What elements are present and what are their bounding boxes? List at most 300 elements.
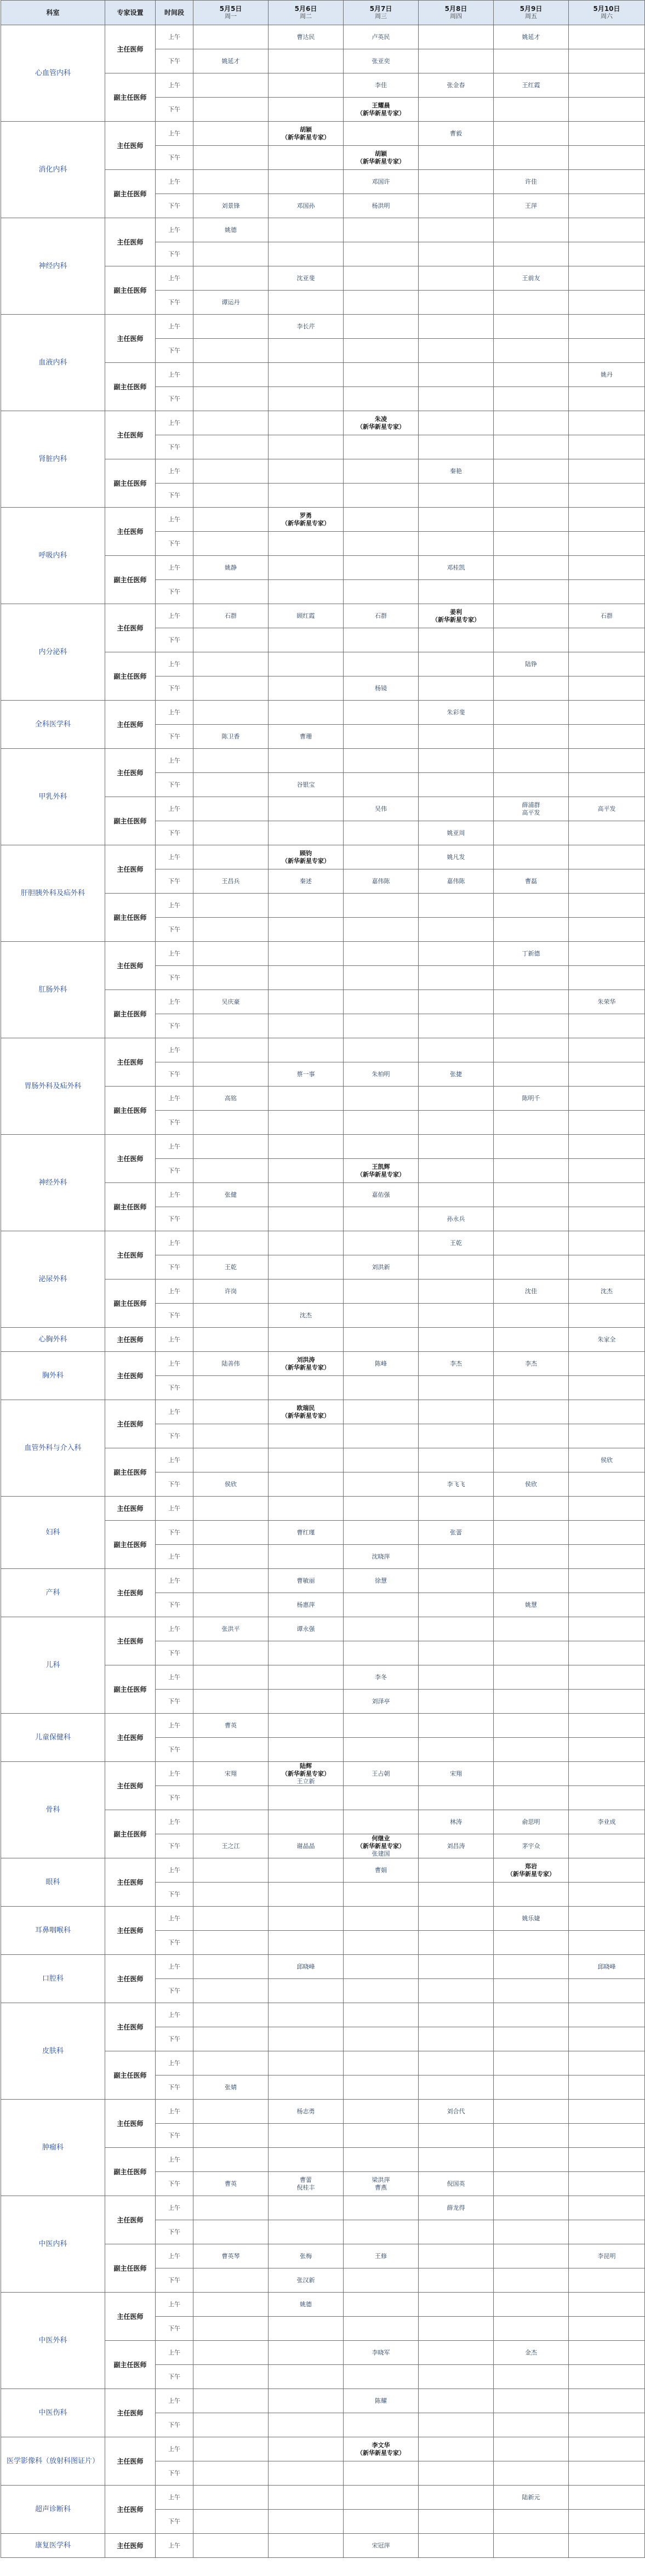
- schedule-cell: [569, 1545, 645, 1569]
- schedule-cell: [419, 628, 494, 652]
- schedule-cell: [193, 2100, 269, 2124]
- department-name: 肛肠外科: [1, 942, 105, 1038]
- schedule-cell: [569, 869, 645, 894]
- schedule-cell: [193, 1376, 269, 1400]
- time-slot: 下午: [156, 98, 193, 122]
- schedule-cell: [419, 773, 494, 797]
- time-slot: 上午: [156, 1038, 193, 1062]
- schedule-cell: [419, 2148, 494, 2172]
- schedule-cell: 丁新德: [494, 942, 569, 966]
- schedule-cell: 曹珊: [269, 725, 344, 749]
- schedule-cell: [569, 556, 645, 580]
- table-row: [1, 845, 645, 869]
- schedule-cell: [269, 1907, 344, 1931]
- schedule-cell: [494, 2510, 569, 2534]
- table-row: [1, 1352, 645, 1376]
- table-row: [1, 701, 645, 725]
- level-chief: 主任医师: [105, 315, 156, 363]
- schedule-cell: [193, 1569, 269, 1593]
- schedule-cell: [494, 918, 569, 942]
- schedule-cell: [569, 266, 645, 291]
- time-slot: 下午: [156, 2510, 193, 2534]
- schedule-cell: [494, 2172, 569, 2196]
- schedule-cell: [494, 146, 569, 170]
- schedule-cell: 王昌兵: [193, 869, 269, 894]
- schedule-cell: [419, 1690, 494, 1714]
- level-chief: 主任医师: [105, 2389, 156, 2437]
- time-slot: 下午: [156, 2027, 193, 2051]
- schedule-cell: [569, 459, 645, 484]
- time-slot: 上午: [156, 218, 193, 242]
- schedule-cell: 张婧: [193, 2075, 269, 2100]
- table-row: [1, 122, 645, 146]
- schedule-cell: [494, 1207, 569, 1231]
- table-row: [1, 1231, 645, 1255]
- time-slot: 上午: [156, 1617, 193, 1641]
- schedule-cell: 刘洪新: [344, 1255, 419, 1280]
- department-name: 肾脏内科: [1, 411, 105, 508]
- schedule-cell: [193, 1690, 269, 1714]
- schedule-cell: [569, 2389, 645, 2413]
- schedule-cell: 曹娟: [344, 1858, 419, 1883]
- table-row: [1, 2486, 645, 2510]
- time-slot: 下午: [156, 869, 193, 894]
- schedule-cell: 曹毅: [419, 122, 494, 146]
- level-chief: 主任医师: [105, 508, 156, 556]
- schedule-cell: [269, 2461, 344, 2486]
- schedule-cell: [494, 2051, 569, 2075]
- schedule-cell: 谷银宝: [269, 773, 344, 797]
- schedule-cell: [569, 170, 645, 194]
- schedule-cell: 邓国许: [344, 170, 419, 194]
- time-slot: 上午: [156, 73, 193, 98]
- level-chief: 主任医师: [105, 1038, 156, 1087]
- level-chief: 主任医师: [105, 2293, 156, 2341]
- schedule-cell: [494, 315, 569, 339]
- level-deputy: 副主任医师: [105, 2148, 156, 2196]
- schedule-cell: [569, 821, 645, 845]
- time-slot: 上午: [156, 652, 193, 676]
- schedule-cell: [569, 2075, 645, 2100]
- header-day: 5月9日 周五: [494, 1, 569, 25]
- schedule-cell: 邱晓峰: [269, 1955, 344, 1979]
- schedule-cell: [344, 1400, 419, 1424]
- schedule-cell: 姚乐婕: [494, 1907, 569, 1931]
- schedule-cell: [193, 532, 269, 556]
- schedule-cell: 邱晓峰: [569, 1955, 645, 1979]
- schedule-cell: [569, 1617, 645, 1641]
- schedule-cell: [569, 1641, 645, 1665]
- schedule-cell: [269, 942, 344, 966]
- schedule-cell: [419, 604, 494, 628]
- table-row: [1, 2293, 645, 2317]
- schedule-cell: 倪国英: [419, 2172, 494, 2196]
- famous-expert-name: 王耀晨: [372, 101, 390, 109]
- schedule-cell: [569, 894, 645, 918]
- schedule-cell: [193, 773, 269, 797]
- schedule-cell: [344, 2051, 419, 2075]
- schedule-cell: [269, 2365, 344, 2389]
- time-slot: 上午: [156, 845, 193, 869]
- schedule-cell: [494, 484, 569, 508]
- schedule-cell: [344, 1593, 419, 1617]
- schedule-cell: [344, 1907, 419, 1931]
- department-name: 肝胆胰外科及疝外科: [1, 845, 105, 942]
- table-row: [1, 1714, 645, 1738]
- schedule-cell: [494, 990, 569, 1014]
- time-slot: 下午: [156, 1593, 193, 1617]
- schedule-cell: 张洪平: [193, 1617, 269, 1641]
- schedule-cell: [344, 459, 419, 484]
- schedule-cell: [569, 845, 645, 869]
- schedule-cell: [344, 725, 419, 749]
- schedule-cell: [269, 2003, 344, 2027]
- schedule-cell: [193, 2124, 269, 2148]
- time-slot: 下午: [156, 2075, 193, 2100]
- schedule-cell: [344, 556, 419, 580]
- schedule-cell: [419, 1545, 494, 1569]
- schedule-cell: 李飞飞: [419, 1472, 494, 1497]
- schedule-cell: [419, 652, 494, 676]
- schedule-cell: [193, 266, 269, 291]
- schedule-cell: [269, 2124, 344, 2148]
- schedule-cell: [569, 1907, 645, 1931]
- schedule-cell: [344, 2510, 419, 2534]
- schedule-cell: [344, 894, 419, 918]
- famous-expert-name: 朱凌: [375, 415, 387, 423]
- schedule-cell: 张梅: [269, 2244, 344, 2268]
- schedule-cell: [344, 2075, 419, 2100]
- schedule-cell: 张捷: [419, 1062, 494, 1087]
- schedule-cell: [419, 194, 494, 218]
- schedule-cell: 刘合代: [419, 2100, 494, 2124]
- schedule-cell: [569, 725, 645, 749]
- schedule-cell: [269, 990, 344, 1014]
- table-row: [1, 749, 645, 773]
- time-slot: 上午: [156, 1328, 193, 1352]
- schedule-cell: [269, 1255, 344, 1280]
- time-slot: 上午: [156, 2196, 193, 2220]
- schedule-cell: [494, 1448, 569, 1472]
- schedule-cell: [269, 676, 344, 701]
- time-slot: 下午: [156, 1641, 193, 1665]
- time-slot: 下午: [156, 1521, 193, 1545]
- time-slot: 下午: [156, 773, 193, 797]
- schedule-cell: [569, 435, 645, 459]
- schedule-cell: [569, 1087, 645, 1111]
- schedule-cell: 刘泽亭: [344, 1690, 419, 1714]
- schedule-cell: [193, 2365, 269, 2389]
- schedule-cell: [494, 2437, 569, 2461]
- schedule-cell: [494, 1955, 569, 1979]
- schedule-cell: [569, 1038, 645, 1062]
- schedule-cell: [569, 1062, 645, 1087]
- schedule-cell: 陈卫香: [193, 725, 269, 749]
- schedule-cell: [569, 773, 645, 797]
- schedule-cell: [569, 1376, 645, 1400]
- schedule-cell: [569, 315, 645, 339]
- time-slot: 下午: [156, 918, 193, 942]
- schedule-cell: [193, 435, 269, 459]
- schedule-cell: [569, 1352, 645, 1376]
- time-slot: 上午: [156, 797, 193, 821]
- schedule-cell: [269, 2220, 344, 2244]
- schedule-cell: [344, 2365, 419, 2389]
- schedule-cell: [419, 1593, 494, 1617]
- schedule-cell: [419, 2461, 494, 2486]
- schedule-cell: [569, 411, 645, 435]
- schedule-cell: [344, 1786, 419, 1810]
- schedule-cell: [344, 242, 419, 266]
- schedule-cell: 李杰: [419, 1352, 494, 1376]
- schedule-cell: [569, 484, 645, 508]
- schedule-cell: [269, 1231, 344, 1255]
- time-slot: 上午: [156, 894, 193, 918]
- header-day: 5月5日 周一: [193, 1, 269, 25]
- schedule-cell: [193, 1931, 269, 1955]
- time-slot: 上午: [156, 1762, 193, 1786]
- time-slot: 上午: [156, 2389, 193, 2413]
- schedule-cell: 曹英: [193, 1714, 269, 1738]
- schedule-cell: [269, 2413, 344, 2437]
- schedule-cell: 沈杰: [569, 1280, 645, 1304]
- schedule-cell: [419, 2534, 494, 2558]
- schedule-cell: [269, 484, 344, 508]
- time-slot: 下午: [156, 1690, 193, 1714]
- department-name: 儿童保健科: [1, 1714, 105, 1762]
- time-slot: 上午: [156, 1352, 193, 1376]
- schedule-cell: [419, 1255, 494, 1280]
- schedule-cell: [344, 1497, 419, 1521]
- schedule-cell: [269, 1159, 344, 1183]
- schedule-cell: [269, 459, 344, 484]
- schedule-cell: [344, 1280, 419, 1304]
- schedule-cell: [494, 1714, 569, 1738]
- schedule-cell: [193, 459, 269, 484]
- schedule-cell: [569, 2365, 645, 2389]
- famous-expert-tag: （新华新星专家）: [357, 109, 405, 117]
- schedule-cell: [569, 2317, 645, 2341]
- time-slot: 下午: [156, 1304, 193, 1328]
- schedule-cell: [193, 25, 269, 49]
- schedule-cell: [569, 1569, 645, 1593]
- time-slot: 上午: [156, 2341, 193, 2365]
- schedule-cell: [419, 1569, 494, 1593]
- schedule-cell: [344, 266, 419, 291]
- department-name: 皮肤科: [1, 2003, 105, 2100]
- schedule-cell: 李长芹: [269, 315, 344, 339]
- schedule-cell: [569, 339, 645, 363]
- schedule-cell: [193, 918, 269, 942]
- schedule-cell: [269, 1352, 344, 1376]
- schedule-cell: [193, 387, 269, 411]
- schedule-cell: [419, 508, 494, 532]
- schedule-cell: 沈杰: [269, 1304, 344, 1328]
- time-slot: 下午: [156, 2172, 193, 2196]
- schedule-cell: [569, 146, 645, 170]
- schedule-cell: [569, 532, 645, 556]
- schedule-cell: [494, 1665, 569, 1690]
- schedule-cell: [419, 2244, 494, 2268]
- schedule-cell: 杨镜: [344, 676, 419, 701]
- schedule-cell: [494, 242, 569, 266]
- outpatient-schedule-table: [1, 0, 645, 2558]
- schedule-cell: [344, 749, 419, 773]
- schedule-cell: [344, 508, 419, 532]
- department-name: 血管外科与介入科: [1, 1400, 105, 1497]
- time-slot: 下午: [156, 628, 193, 652]
- time-slot: 下午: [156, 2413, 193, 2437]
- schedule-cell: [494, 2075, 569, 2100]
- table-row: [1, 2437, 645, 2461]
- schedule-cell: [344, 821, 419, 845]
- schedule-cell: 杨洪明: [344, 194, 419, 218]
- schedule-cell: [193, 2389, 269, 2413]
- time-slot: 下午: [156, 484, 193, 508]
- schedule-cell: [494, 2413, 569, 2437]
- schedule-cell: [494, 532, 569, 556]
- level-deputy: 副主任医师: [105, 556, 156, 604]
- famous-expert-name: 胡颖: [300, 126, 312, 133]
- schedule-cell: [494, 797, 569, 821]
- schedule-cell: [193, 580, 269, 604]
- time-slot: 下午: [156, 1424, 193, 1448]
- time-slot: 下午: [156, 339, 193, 363]
- header-level: 专家设置: [105, 1, 156, 25]
- schedule-cell: [269, 1665, 344, 1690]
- schedule-cell: [419, 411, 494, 435]
- schedule-cell: [494, 2220, 569, 2244]
- schedule-cell: 沈晓萍: [344, 1545, 419, 1569]
- schedule-cell: [269, 218, 344, 242]
- time-slot: 上午: [156, 1714, 193, 1738]
- schedule-cell: [269, 1400, 344, 1424]
- time-slot: 下午: [156, 1472, 193, 1497]
- schedule-cell: [419, 942, 494, 966]
- time-slot: 上午: [156, 701, 193, 725]
- schedule-cell: [494, 1497, 569, 1521]
- schedule-cell: 姚德: [193, 218, 269, 242]
- schedule-cell: [269, 411, 344, 435]
- schedule-cell: [569, 1304, 645, 1328]
- schedule-cell: [344, 1159, 419, 1183]
- famous-expert-name: 李文华: [372, 2441, 390, 2449]
- schedule-cell: [193, 1328, 269, 1352]
- time-slot: 下午: [156, 1883, 193, 1907]
- schedule-cell: [569, 2124, 645, 2148]
- schedule-cell: 孙永兵: [419, 1207, 494, 1231]
- schedule-cell: [269, 1183, 344, 1207]
- schedule-cell: [269, 1690, 344, 1714]
- schedule-cell: [193, 1111, 269, 1135]
- department-name: 胃肠外科及疝外科: [1, 1038, 105, 1135]
- time-slot: 上午: [156, 122, 193, 146]
- level-chief: 主任医师: [105, 2100, 156, 2148]
- schedule-cell: 姚延才: [494, 25, 569, 49]
- schedule-cell: [269, 1810, 344, 1834]
- level-chief: 主任医师: [105, 942, 156, 990]
- schedule-cell: 徐慧: [344, 1569, 419, 1593]
- schedule-cell: [344, 2124, 419, 2148]
- department-name: 内分泌科: [1, 604, 105, 701]
- schedule-cell: [344, 339, 419, 363]
- schedule-cell: [569, 25, 645, 49]
- schedule-cell: [419, 1111, 494, 1135]
- famous-expert-name: 姜利: [450, 608, 462, 616]
- table-row: [1, 2196, 645, 2220]
- schedule-cell: [344, 2461, 419, 2486]
- time-slot: 上午: [156, 556, 193, 580]
- time-slot: 下午: [156, 1979, 193, 2003]
- schedule-cell: [344, 1738, 419, 1762]
- schedule-cell: [193, 363, 269, 387]
- table-row: [1, 411, 645, 435]
- schedule-cell: [269, 1979, 344, 2003]
- famous-expert-name: 罗勇: [300, 511, 312, 519]
- level-deputy: 副主任医师: [105, 1087, 156, 1135]
- schedule-cell: [193, 1304, 269, 1328]
- schedule-cell: [193, 508, 269, 532]
- time-slot: 上午: [156, 2100, 193, 2124]
- schedule-cell: 王修: [344, 2244, 419, 2268]
- schedule-cell: 秦艳: [419, 459, 494, 484]
- level-chief: 主任医师: [105, 1762, 156, 1810]
- table-row: [1, 604, 645, 628]
- schedule-cell: [569, 49, 645, 73]
- schedule-cell: [193, 1448, 269, 1472]
- schedule-cell: [569, 1014, 645, 1038]
- schedule-cell: [344, 2027, 419, 2051]
- schedule-cell: [569, 2437, 645, 2461]
- time-slot: 上午: [156, 2437, 193, 2461]
- schedule-cell: [569, 2461, 645, 2486]
- schedule-cell: [193, 2268, 269, 2293]
- level-chief: 主任医师: [105, 1328, 156, 1352]
- time-slot: 上午: [156, 363, 193, 387]
- schedule-cell: [269, 845, 344, 869]
- schedule-cell: [494, 2124, 569, 2148]
- department-name: 神经外科: [1, 1135, 105, 1231]
- level-chief: 主任医师: [105, 1497, 156, 1521]
- schedule-cell: [193, 242, 269, 266]
- schedule-cell: [344, 1135, 419, 1159]
- schedule-cell: [269, 363, 344, 387]
- famous-expert-tag: （新华新星专家）: [282, 857, 330, 865]
- schedule-cell: [269, 2075, 344, 2100]
- schedule-cell: [419, 2365, 494, 2389]
- schedule-cell: [344, 1955, 419, 1979]
- schedule-cell: [569, 1207, 645, 1231]
- table-row: [1, 1955, 645, 1979]
- schedule-cell: [193, 2437, 269, 2461]
- schedule-cell: [419, 580, 494, 604]
- schedule-cell: [569, 652, 645, 676]
- schedule-cell: [269, 918, 344, 942]
- department-name: 中医内科: [1, 2196, 105, 2293]
- schedule-cell: [569, 2486, 645, 2510]
- schedule-cell: 陈峰: [344, 1352, 419, 1376]
- time-slot: 下午: [156, 725, 193, 749]
- department-name: 骨科: [1, 1762, 105, 1858]
- schedule-cell: [494, 1038, 569, 1062]
- time-slot: 下午: [156, 2365, 193, 2389]
- schedule-cell: [193, 1400, 269, 1424]
- schedule-cell: [419, 2389, 494, 2413]
- time-slot: 下午: [156, 242, 193, 266]
- schedule-cell: [494, 2100, 569, 2124]
- schedule-cell: [419, 266, 494, 291]
- level-chief: 主任医师: [105, 701, 156, 749]
